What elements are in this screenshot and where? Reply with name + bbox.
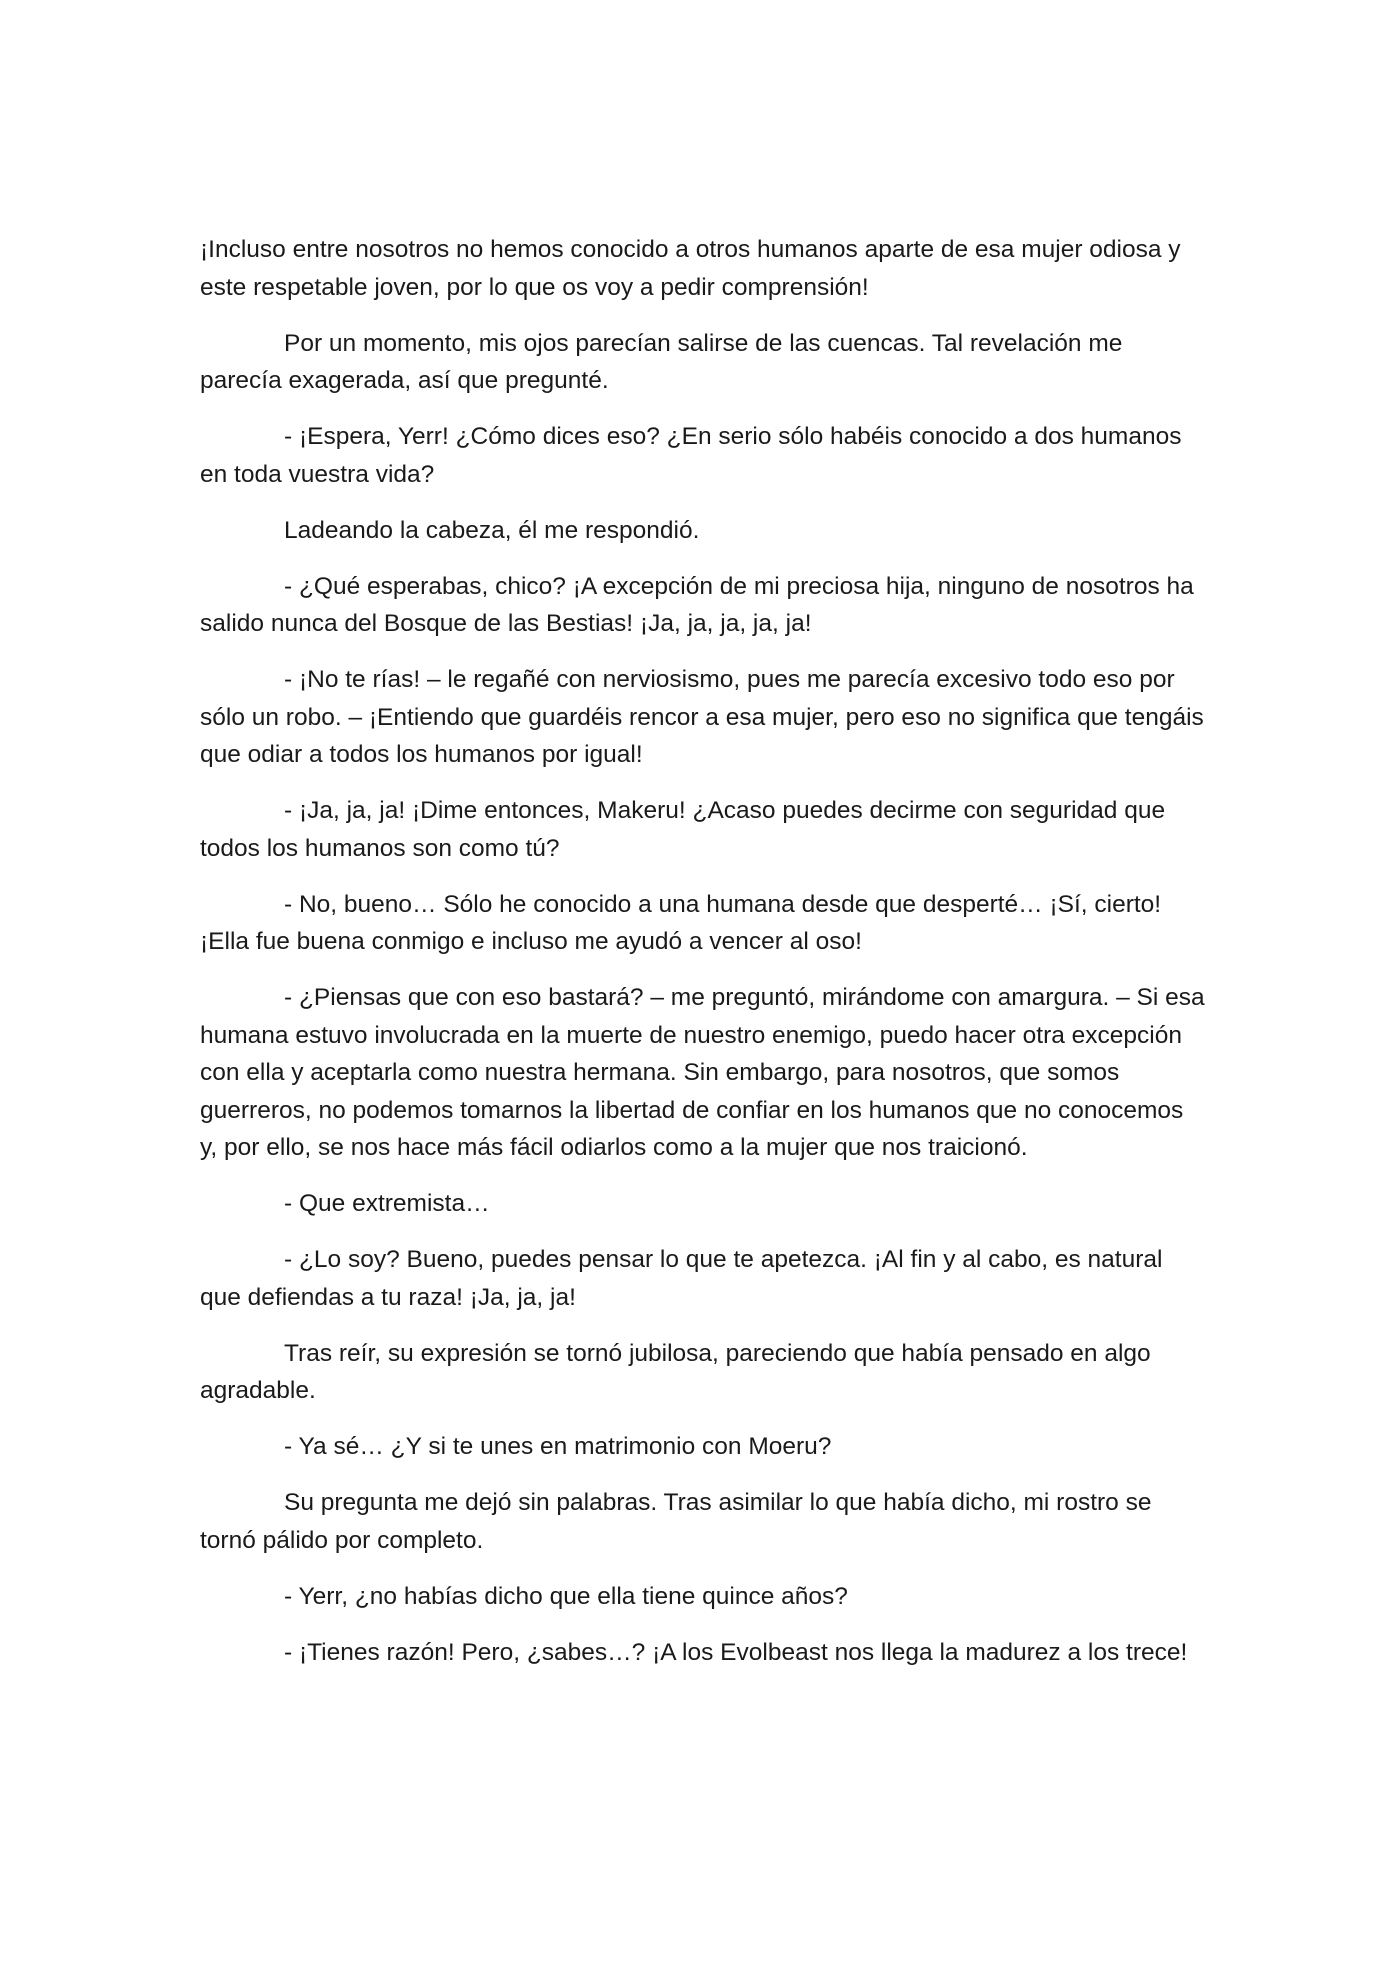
document-body [200,231,1205,1671]
paragraph: - ¡Ja, ja, ja! ¡Dime entonces, Makeru! ¿Acaso puedes decirme con seguridad que todos los humanos son como tú? [200,797,1166,862]
paragraph: Ladeando la cabeza, él me respondió. [284,516,700,544]
paragraph: Por un momento, mis ojos parecían salirse de las cuencas. Tal revelación me parecía exagerada, así que pregunté. [200,329,1123,394]
paragraph: - ¿Qué esperabas, chico? ¡A excepción de mi preciosa hija, ninguno de nosotros ha salido nunca del Bosque de las Bestias! ¡Ja, ja, ja, ja, ja! [200,572,1194,637]
paragraph: Tras reír, su expresión se tornó jubilosa, pareciendo que había pensado en algo agradable. [200,1339,1151,1404]
paragraph: - ¿Piensas que con eso bastará? – me preguntó, mirándome con amargura. – Si esa humana estuvo involucrada en la muerte de nuestro enemigo, puedo hacer otra excepción con ella y aceptarla como nuestra hermana. Sin embargo, para nosotros, que somos guerreros, no podemos tomarnos la libertad de confiar en los humanos que no conocemos y, por ello, se nos hace más fácil odiarlos como a la mujer que nos traicionó. [200,984,1205,1161]
paragraph: Su pregunta me dejó sin palabras. Tras asimilar lo que había dicho, mi rostro se tornó pálido por completo. [200,1489,1152,1554]
paragraph: ¡Incluso entre nosotros no hemos conocido a otros humanos aparte de esa mujer odiosa y este respetable joven, por lo que os voy a pedir comprensión! [200,236,1181,301]
paragraph: - No, bueno… Sólo he conocido a una humana desde que desperté… ¡Sí, cierto! ¡Ella fue buena conmigo e incluso me ayudó a vencer al oso! [200,890,1162,955]
paragraph: - Yerr, ¿no habías dicho que ella tiene quince años? [284,1582,848,1610]
paragraph: - ¿Lo soy? Bueno, puedes pensar lo que te apetezca. ¡Al fin y al cabo, es natural que defiendas a tu raza! ¡Ja, ja, ja! [200,1246,1163,1311]
paragraph: - Que extremista… [284,1190,490,1217]
paragraph: - Ya sé… ¿Y si te unes en matrimonio con Moeru? [284,1433,832,1460]
paragraph: - ¡No te rías! – le regañé con nerviosismo, pues me parecía excesivo todo eso por sólo un robo. – ¡Entiendo que guardéis rencor a esa mujer, pero eso no significa que tengáis que odiar a todos los humanos por igual! [200,666,1204,768]
paragraph: - ¡Espera, Yerr! ¿Cómo dices eso? ¿En serio sólo habéis conocido a dos humanos en toda vuestra vida? [200,423,1182,488]
paragraph: - ¡Tienes razón! Pero, ¿sabes…? ¡A los Evolbeast nos llega la madurez a los trece! [284,1638,1188,1666]
